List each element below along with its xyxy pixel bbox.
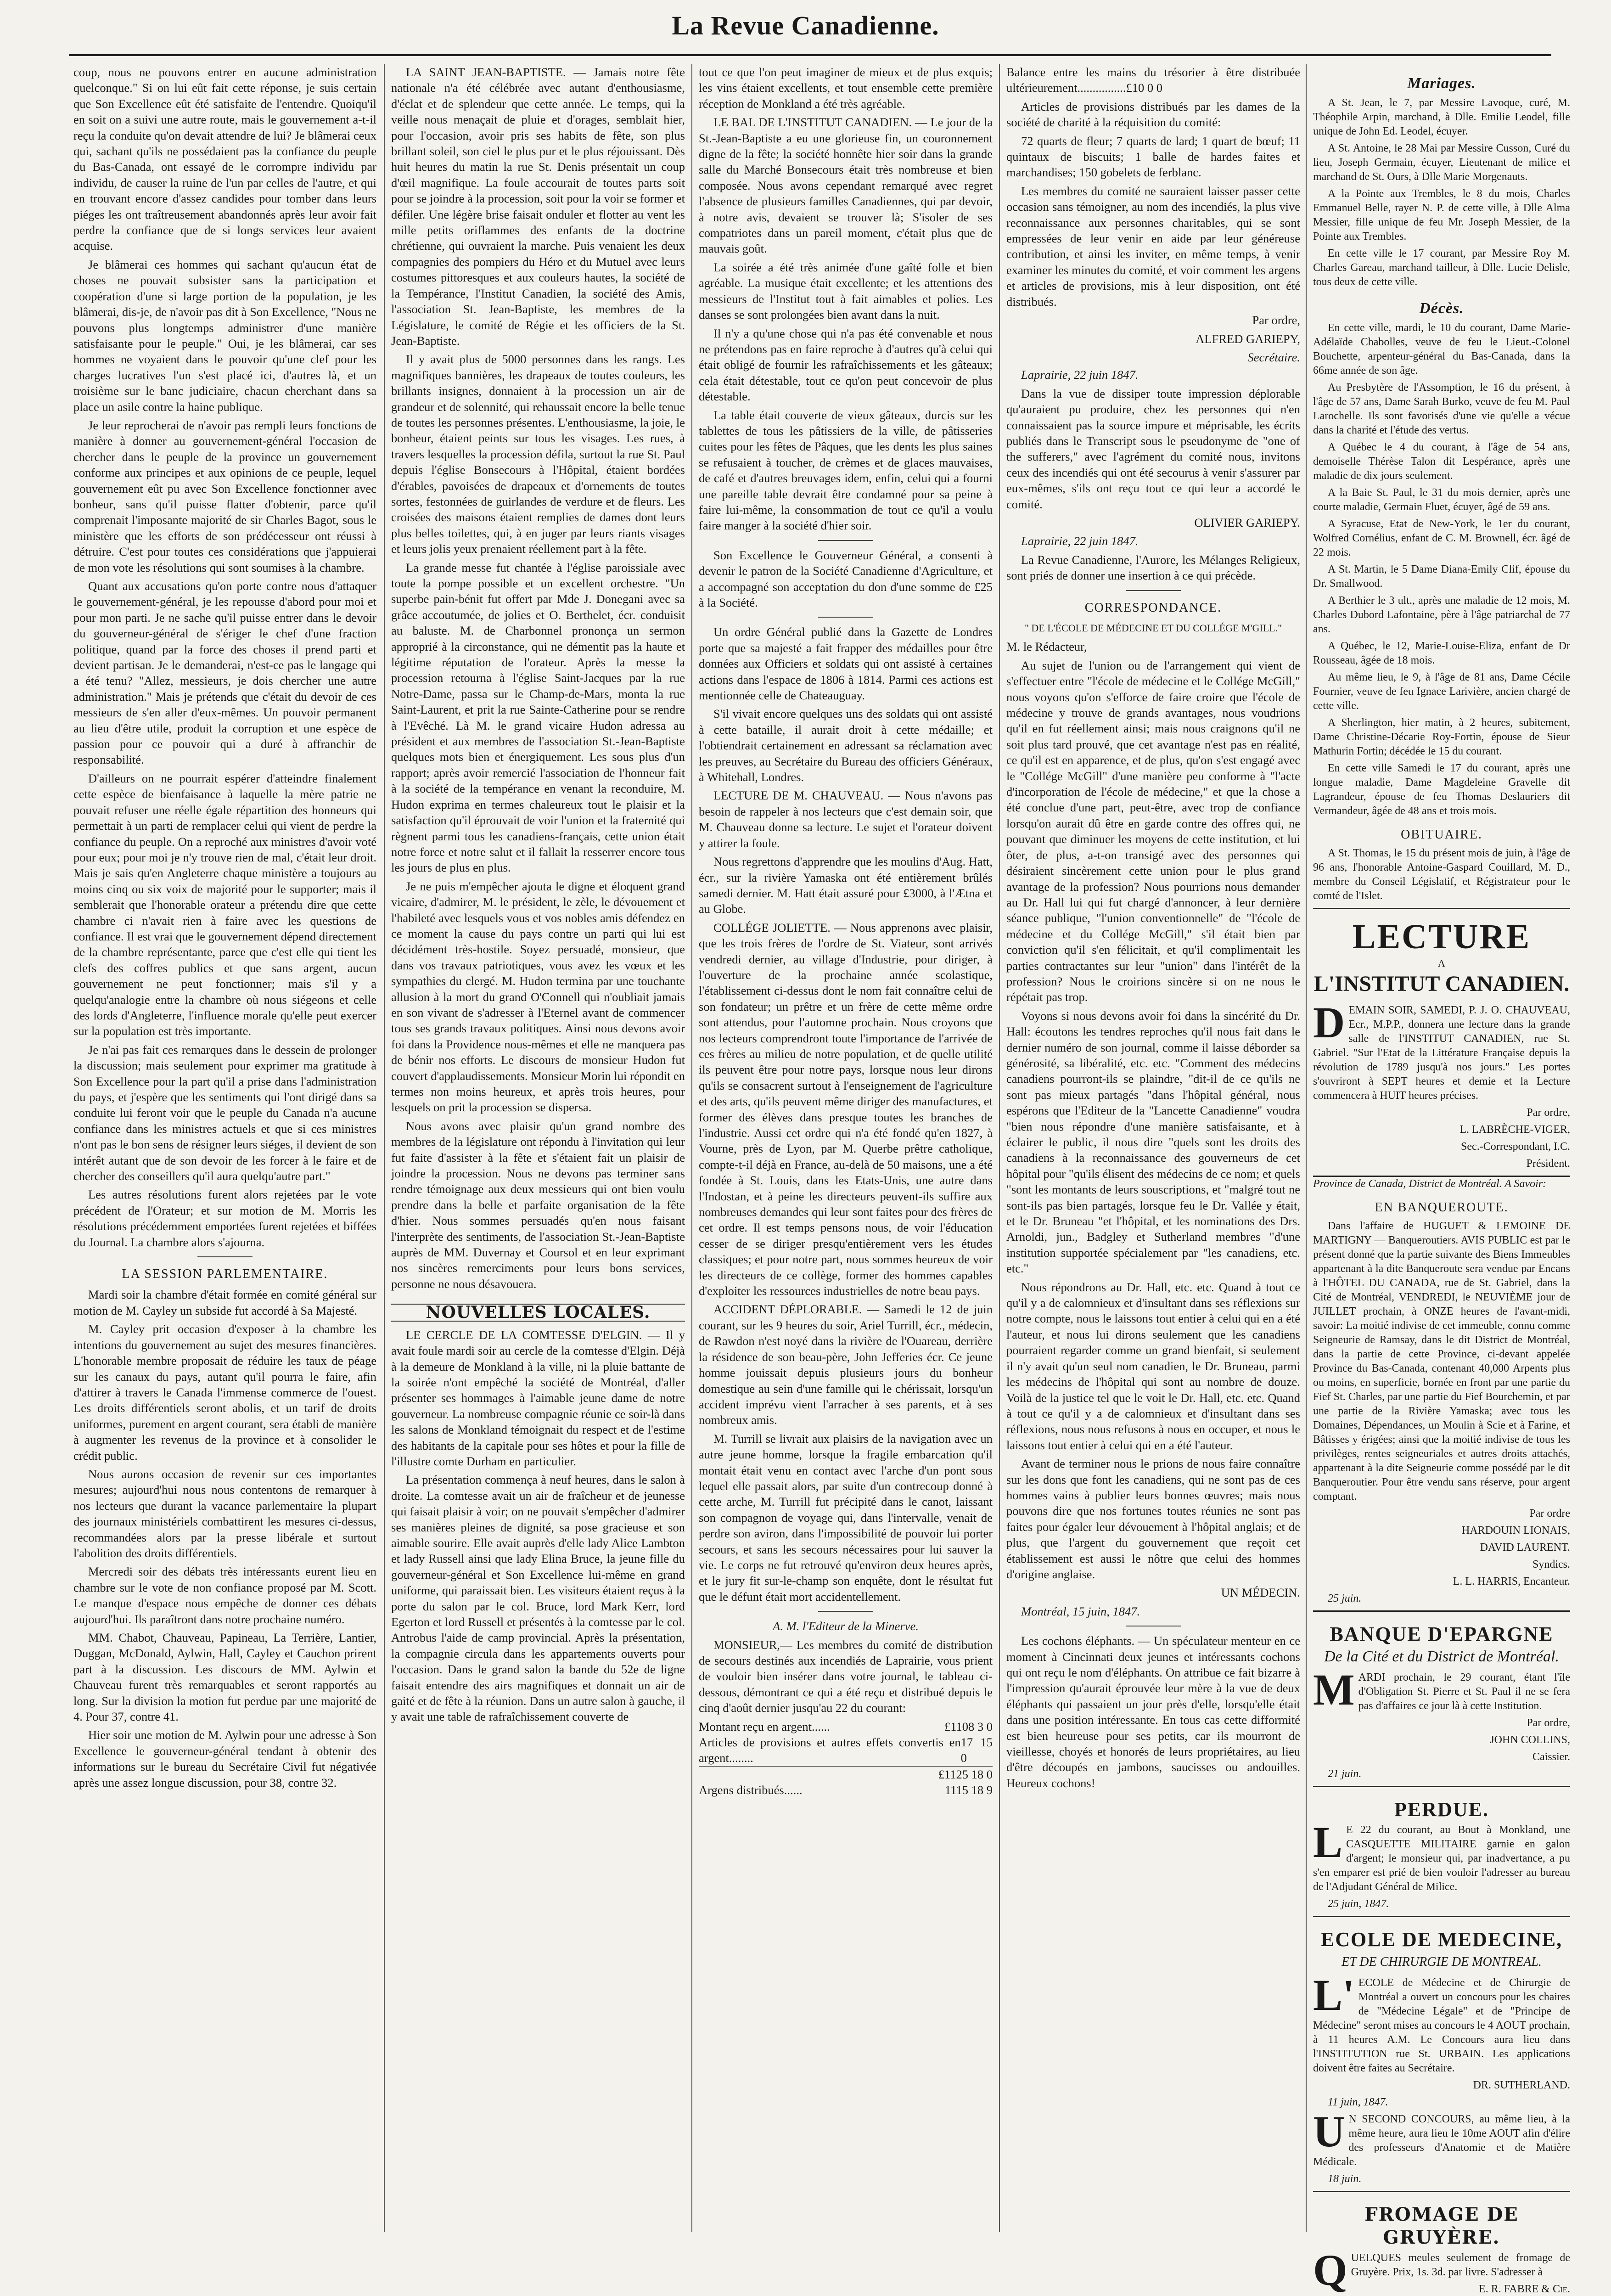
paragraph: Je leur reprocherai de n'avoir pas rempli leurs fonctions de manière à donner au gouvernement-général l'occasion de chercher dans le peuple de la province un gouvernement conforme aux principes et aux opinions de ce peuple, lequel gouvernement eût pu avec Son Excellence fonctionner avec bonheur, sans qu'il puisse flatter d'obtenir, parce qu'il comprenait l'imposante majorité de sir Charles Bagot, sous le ministère que les efforts de son prédécesseur ont réussi à détruire. C'est pour toutes ces considérations que j'appuierai de mon vote les résolutions qui sont soumises à la chambre. (73, 418, 376, 574)
notice: A St. Antoine, le 28 Mai par Messire Cusson, Curé du lieu, Joseph Germain, écuyer, Lieutenant de milice et marchand de St. Ours, à Dlle Marie Morgenauts. (1313, 142, 1570, 183)
signature-line: Par ordre, (1527, 1107, 1570, 1119)
signature-title: Caissier. (1532, 1751, 1570, 1763)
notice: A Québec, le 12, Marie-Louise-Eliza, enfant de Dr Rousseau, âgée de 18 mois. (1313, 640, 1570, 666)
signature-title: L. L. HARRIS, Encanteur. (1453, 1576, 1570, 1587)
newspaper-title: La Revue Canadienne. (672, 11, 939, 40)
dateline: 25 juin. (1328, 1593, 1362, 1604)
notice: A la Pointe aux Trembles, le 8 du mois, Charles Emmanuel Belle, rayer N. P. de cette ville, à Dlle Alma Messier, fille unique de feu Mr. Joseph Messier, de la Pointe aux Trembles. (1313, 188, 1570, 242)
dateline: Laprairie, 22 juin 1847. (1021, 368, 1139, 382)
paragraph: 72 quarts de fleur; 7 quarts de lard; 1 quart de bœuf; 11 quintaux de biscuits; 1 balle de hardes faites et marchandises; 150 gobelets de ferblanc. (1006, 134, 1300, 180)
paragraph: Nous répondrons au Dr. Hall, etc. etc. Quand à tout ce qu'il y a de calomnieux et d'insultant dans ses réflexions sur notre compte, nous le laissons tout entier à celui qui en a été l'auteur, et nous lui dirons seulement que les canadiens pourraient regarder comme un grand bienfait, si seulement il n'y avait qu'un seul nom canadien, le Dr. Bruneau, parmi les médecins de l'hôpital qui sont au nombre de douze. Voilà de la justice tel que le voit le Dr. Hall, etc. etc. Quand à tout ce qu'il y a de calomnieux et d'insultant dans ses réflexions, nous nous refusons à nous en occuper, et nous le laissons tout entier à celui qui en a été l'auteur. (1006, 1280, 1300, 1452)
column-3 (699, 64, 993, 2241)
bankruptcy-text: Dans l'affaire de HUGUET & LEMOINE DE MARTIGNY — Banqueroutiers. AVIS PUBLIC est par le présent donné que la partie suivante des Biens Immeubles appartenant à la dite Banqueroute sera vendue par Encans à l'HÔTEL DU CANADA, rue de St. Gabriel, dans la Cité de Montréal, VENDREDI, le NEUVIÈME jour de JUILLET prochain, à ONZE heures de l'avant-midi, savoir: La moitié indivise de cet immeuble, connu comme Seigneurie de Ramsay, dans le dit District de Montréal, dans la partie de cette Province, ci-devant appelée Province du Bas-Canada, contenant 40,000 Arpents plus ou moins, en superficie, bornée en front par une partie du Fief St. Charles, par une partie du Fief Bourchemin, et par une partie de la Rivière Yamaska; avec tous les Domaines, Dépendances, un Moulin à Scie et à Farine, et Bâtisses y érigées; ainsi que la moitié indivise de tous les privilèges, rentes seigneuriales et autres droits attachés, appartenant à la dite Seigneurie comme possédé par le dit Banqueroutier. Pour être vendu sans réserve, pour argent comptant. (1313, 1220, 1570, 1503)
paragraph: Je ne puis m'empêcher ajouta le digne et éloquent grand vicaire, d'admirer, M. le président, le zèle, le dévouement et l'habileté avec lesquels vous et vos nobles amis défendez en ce moment la cause du pays contre un parti qui lui est décidément très-hostile. Soyez persuadé, monsieur, que dans vos travaux patriotiques, vous avez les vœux et les sympathies du clergé. M. Hudon termina par une touchante allusion à la mort du grand O'Connell qui n'oubliait jamais en son vivant de s'adresser à l'Eternel avant de commencer tous ses grands travaux politiques. Ainsi nous devons avoir foi dans la Providence nous-mêmes et elle ne manquera pas de bénir nos efforts. Le discours de monsieur Hudon fut couvert d'applaudissements. Monsieur Morin lui répondit en termes non moins heureux, et après trois heures, pour lesquels on prit la procession se dispersa. (391, 879, 685, 1114)
letter-heading: A. M. l'Editeur de la Minerve. (773, 1619, 919, 1633)
paragraph: M. Turrill se livrait aux plaisirs de la navigation avec un autre jeune homme, lorsque la fragile embarcation qu'il montait était venu en contact avec l'arche d'un pont sous lequel elle passait alors, par suite d'un contrecoup donné à cette arche, M. Turrill fut précipité dans le canot, laissant son compagnon de voyage qui, dans l'intervalle, venait de perdre son aviron, dans l'impossibilité de pouvoir lui porter secours, et sans les secours nécessaires pour lui sauver la vie. Le corps ne fut retrouvé qu'environ deux heures après, et le jury fit sur-le-champ son enquête, dont le résultat fut que le défunt était mort accidentellement. (699, 1431, 993, 1604)
paragraph: LE BAL DE L'INSTITUT CANADIEN. — Le jour de la St.-Jean-Baptiste a eu une glorieuse fin, un couronnement digne de la fête; la société honnête hier soir dans la grande salle du Marché Bonsecours était très nombreuse et bien composée. Nous avons cependant remarqué avec regret l'absence de plusieurs familles Canadiennes, qui par devoir, à notre avis, devaient se trouver là; S'isoler de ses compatriotes dans un pareil moment, c'était plus que de mauvais goût. (699, 115, 993, 256)
paragraph: Articles de provisions distribués par les dames de la société de charité à la réquisition du comité: (1006, 99, 1300, 129)
account-label: Montant reçu en argent...... (699, 1719, 830, 1733)
signature-name: ALFRED GARIEPY, (1196, 332, 1300, 346)
paragraph: Hier soir une motion de M. Aylwin pour une adresse à Son Excellence le gouverneur-général tendant à obtenir des informations sur le bureau du Secrétaire Civil fut négativée après une assez longue discussion, pour 38, contre 32. (73, 1728, 376, 1790)
contest-ad-text: UN SECOND CONCOURS, au même lieu, à la même heure, aura lieu le 10me AOUT afin d'élire des professeurs d'Anatomie et de Matière Médicale. (1313, 2107, 1570, 2168)
paragraph: Mercredi soir des débats très intéressants eurent lieu en chambre sur le vote de non confiance proposé par M. Scott. Le manque d'espace nous empêche de donner ces débats aujourd'hui. Ils paraîtront dans notre prochaine numéro. (73, 1564, 376, 1626)
paragraph: S'il vivait encore quelques uns des soldats qui ont assisté à cette bataille, il aurait droit à cette médaille; et l'obtiendrait certainement en adressant sa réclamation avec les preuves, au Secrétaire du Bureau des officiers Généraux, à Whitehall, Londres. (699, 707, 993, 784)
paragraph: MONSIEUR,— Les membres du comité de distribution de secours destinés aux incendiés de Laprairie, vous prient de vouloir bien insérer dans votre journal, le tableau ci-dessous, démontrant ce qui a été reçu et distribué depuis le cinq d'août dernier jusqu'au 22 du courant: (699, 1638, 993, 1715)
section-heading-local-news: NOUVELLES LOCALES. (391, 1304, 685, 1321)
signature-name: OLIVIER GARIEPY. (1194, 515, 1300, 529)
paragraph: LE CERCLE DE LA COMTESSE D'ELGIN. — Il y avait foule mardi soir au cercle de la comtesse d'Elgin. Déjà à la demeure de Monkland à la ville, ni la pluie battante de la soirée n'ont empêché la société de Montréal, d'aller présenter ses hommages à l'aimable jeune dame de notre gouverneur. La nombreuse compagnie réunie ce soir-là dans les salons de Monkland témoignait du respect et de l'estime des habitants de la capitale pour ses hôtes et pour la fille de l'illustre comte Durham en particulier. (391, 1328, 685, 1468)
paragraph: M. le Rédacteur, (1006, 640, 1087, 654)
bank-ad-heading: BANQUE D'EPARGNE (1330, 1623, 1554, 1645)
section-rule (818, 617, 873, 618)
column-divider (1306, 64, 1307, 2232)
notice: En cette ville, mardi, le 10 du courant, Dame Marie-Adélaïde Chabolles, veuve de feu le Lieut.-Colonel Bouchette, arpenteur-général du Bas-Canada, dans la 66me année de son âge. (1313, 322, 1570, 377)
account-value: £1108 3 0 (944, 1719, 993, 1733)
account-value: 1115 18 9 (944, 1783, 993, 1797)
paragraph: coup, nous ne pouvons entrer en aucune administration quelconque." Si on lui eût fait cette réponse, je suis certain que Son Excellence eût été satisfaite de l'entendre. Quoiqu'il en soit on a suivi une autre route, mais le gouvernement a-t-il reçu la conduite qu'on devait attendre de lui? Je blâmerai ceux qui, sachant qu'ils ne possédaient pas la confiance du peuple du Bas-Canada, ont essayé de le corrompre individu par individu, de causer la ruine de l'un par celles de l'autre, et qui en trouvant encore d'assez candides pour tomber dans leurs piéges les ont traîtreusement abandonnés après leur avoir fait perdre la confiance que de si longs services leur avaient acquise. (73, 65, 376, 253)
paragraph: Mardi soir la chambre d'était formée en comité général sur motion de M. Cayley un subside fut accordé à Sa Majesté. (73, 1288, 376, 1317)
paragraph: Les autres résolutions furent alors rejetées par le vote précédent de l'Orateur; et sur motion de M. Morris les résolutions précédemment emportées furent rejetées et biffées du Journal. La chambre alors s'ajourna. (73, 1187, 376, 1249)
dateline: Montréal, 15 juin, 1847. (1021, 1604, 1140, 1618)
signature-name: JOHN COLLINS, (1490, 1734, 1570, 1746)
notice: Au Presbytère de l'Assomption, le 16 du présent, à l'âge de 57 ans, Dame Sarah Burko, veuve de feu M. Paul Larochelle. Ils sont favorisés d'une vie qu'elle a vécue dans la charité et l'étude des vertus. (1313, 382, 1570, 436)
signature-title: Secrétaire. (1247, 350, 1300, 364)
paragraph: Dans la vue de dissiper toute impression déplorable qu'auraient pu produire, chez les personnes qui n'en connaissaient pas la source impure et méprisable, les écrits publiés dans le Transcript sous le pseudonyme de "one of the sufferers," avec l'agrément du comité nous, invitons ceux des incendiés qui ont été secourus à venir s'assurer par eux-mêmes, s'ils ont reçu tout ce qui leur a accordé le comité. (1006, 386, 1300, 511)
account-row (699, 1734, 993, 1766)
account-row (699, 1719, 993, 1734)
section-rule (1126, 590, 1181, 591)
paragraph: MM. Chabot, Chauveau, Papineau, La Terrière, Lantier, Duggan, McDonald, Aylwin, Hall, Cayley et Cauchon prirent part à la discussion. Les discours de MM. Aylwin et Chauveau furent très remarquables et seront rapportés au long. Sur la division la motion fut perdue par une majorité de 4. Pour 37, contre 41. (73, 1631, 376, 1724)
paragraph: ACCIDENT DÉPLORABLE. — Samedi le 12 de juin courant, sur les 9 heures du soir, Ariel Turrill, écr., médecin, de Rawdon n'est noyé dans la rivière de l'Ouareau, derrière la résidence de son beau-père, John Jefferies écr. Ce jeune homme jouissait depuis plusieurs jours du bonheur domestique au sein d'une famille qui le chérissait, lorsqu'un accident imprévu vient l'arracher à ses parents, et à ses nombreux amis. (699, 1302, 993, 1427)
signature-name: DR. SUTHERLAND. (1473, 2079, 1570, 2091)
paragraph: M. Cayley prit occasion d'exposer à la chambre les intentions du gouvernement au sujet des mesures financières. L'honorable membre proposait de réduire les taux de péage sur les canaux du pays, autant qu'il pourra le faire, afin d'attirer à travers le Canada l'immense commerce de l'ouest. Les droits différentiels seront abolis, et un tarif de droits uniformes, purement en argent courant, sera établi de manière à augmenter les revenus de la province et à consolider le crédit public. (73, 1322, 376, 1463)
paragraph: Au sujet de l'union ou de l'arrangement qui vient de s'effectuer entre "l'école de médecine et le Collége McGill," nous voyons qu'on s'efforce de faire croire que l'école de médecine y trouve de grands avantages, nous voudrions qu'il en fut réellement ainsi; mais nous craignons qu'il ne soit plus tard prouvé, que cet avantage n'est pas en réalité, ce qu'il est en apparence, et de plus, qu'on s'est engagé avec le "Collége McGill" d'une manière peu conforme à "l'acte d'incorporation de l'école de médecine," et que la chose a été conclue d'une part, peut-être, avec trop de confiance lorsqu'on aurait dû être en garde contre des offres qui, ne pouvant que diminuer les moyens de cette institution, et lui ôter, de plus, a-t-on transigé avec des personnes qui désiraient sincèrement cette union pour le plus grand avantage de la profession? Nous pourrions nous demander au Dr. Hall lui qui fut chargé d'annoncer, à leur dernière séance publique, "l'union conventionnelle" de "l'école de médecine et du Collége McGill," s'il était bien par conviction qu'il s'en félicitait, et qu'il complimentait les parties contractantes sur leur "union" dans l'intérêt de la profession? Nous le croirions sincère si on ne nous le répétait pas trop. (1006, 658, 1300, 1004)
paragraph: Quant aux accusations qu'on porte contre nous d'attaquer le gouvernement-général, je les repousse d'abord pour moi et pour mon parti. Je ne sache qu'il puisse entrer dans le devoir du gouverneur-général de s'ériger le chef d'une fraction politique, quand par la force des choses il prend parti et devient partisan. Je le demanderai, n'est-ce pas le langage qui a été tenu? "Allez, messieurs, je dois chercher une autre administration." Mais je prétends que c'était du devoir de ces messieurs de s'en aller d'eux-mêmes. Un pouvoir permanent au lieu d'être utile, produit la corruption et une espèce de passion pour ce pouvoir qui a duré à affranchir de responsabilité. (73, 579, 376, 767)
notice: A Syracuse, Etat de New-York, le 1er du courant, Wolfred Cornélius, enfant de C. M. Brownell, écr. âgé de 22 mois. (1313, 518, 1570, 558)
paragraph: Son Excellence le Gouverneur Général, a consenti à devenir le patron de la Société Canadienne d'Agriculture, et a accompagné son acceptation du don d'une somme de £25 à la Société. (699, 548, 993, 609)
section-rule (818, 1611, 873, 1612)
dateline: 18 juin. (1328, 2173, 1362, 2185)
ad-rule (1313, 1786, 1570, 1787)
paragraph: La présentation commença à neuf heures, dans le salon à droite. La comtesse avait un air de fraîcheur et de jeunesse qui faisait plaisir à voir; on ne pouvait s'empêcher d'admirer ses manières pleines de dignité, sa pose gracieuse et son aimable sourire. Elle avait auprès d'elle lady Alice Lambton et lady Russell ainsi que lady Elina Bruce, la jeune fille du gouverneur-général et Son Excellence lui-même en grand uniforme, qui paraissait bien. Les visiteurs étaient reçus à la porte du salon par le col. Bruce, lord Mark Kerr, lord Egerton et lord Russell et présentés à la comtesse par le col. Antrobus l'aide de camp provincial. Après la présentation, la compagnie circula dans les appartements ouverts pour l'occasion. Dans le grand salon la bande du 52e de ligne faisait entendre des airs magnifiques et donnait un air de gaité et de fête à la réunion. Dans un autre salon à gauche, il y avait une table de rafraîchissement couverte de (391, 1473, 685, 1724)
signature-line: Par ordre, (1527, 1717, 1570, 1729)
paragraph: tout ce que l'on peut imaginer de mieux et de plus exquis; les vins étaient excellents, et tout ensemble cette première réception de Monkland a été très agréable. (699, 65, 993, 111)
signature-title: Président. (1526, 1158, 1570, 1170)
notice: Au même lieu, le 9, à l'âge de 81 ans, Dame Cécile Fournier, veuve de feu Ignace Larivière, ancien chargé de cette ville. (1313, 671, 1570, 712)
bankruptcy-district: Province de Canada, District de Montréal. A Savoir: (1313, 1178, 1547, 1190)
lecture-ad-title: LECTURE (1352, 917, 1531, 956)
section-heading-correspondence: CORRESPONDANCE. (1084, 600, 1222, 615)
notice: A Québec le 4 du courant, à l'âge de 54 ans, demoiselle Thérèse Talon dit Lespérance, après une maladie de dix jours seulement. (1313, 441, 1570, 482)
notice: A la Baie St. Paul, le 31 du mois dernier, après une courte maladie, Germain Fluet, écuyer, âgé de 59 ans. (1313, 487, 1570, 513)
lost-ad-text: LE 22 du courant, au Bout à Monkland, une CASQUETTE MILITAIRE garnie en galon d'argent; le monsieur qui, par inadvertance, a pu s'en emparer est prié de bien vouloir l'adresser au bureau de l'Adjudant Général de Milice. (1313, 1818, 1570, 1893)
dateline: 11 juin, 1847. (1328, 2096, 1388, 2108)
paragraph: Voyons si nous devons avoir foi dans la sincérité du Dr. Hall: écoutons les tendres reproches qu'il nous fait dans le dernier numéro de son journal, comme il laisse déborder sa générosité, sa libéralité, etc. etc. "Comment des médecins canadiens pourront-ils se plaindre, "dit-il de ce qu'ils ne sont pas mieux partagés "dans l'hôpital général, nous espérons que l'Editeur de la "Lancette Canadienne" voudra "bien nous répondre d'une manière satisfaisante, et à éclairer le public, il nous dire "quels sont les droits des canadiens à la reconnaissance des gouverneurs de cet hôpital pour "qu'ils élisent des médecins de ce nom; et quels "sont les montants de leurs souscriptions, et "malgré tout ne sont-ils pas bien partagés, lorsque feu le Dr. Vallée y était, et le Dr. Bruneau "et l'hôpital, et les nominations des Drs. Arnoldi, jun., Badgley et Sutherland membres "d'une institution supportée spécialement par "les canadiens, etc. etc." (1006, 1008, 1300, 1276)
masthead (0, 0, 1611, 64)
paragraph: Nous avons avec plaisir qu'un grand nombre des membres de la législature ont répondu à l'invitation qui leur fut faite d'assister à la fête et s'étaient fait un plaisir de joindre la procession. Nous ne devons pas terminer sans rendre témoignage aux deux messieurs qui ont bien voulu prendre dans la belle et parfaite organisation de la fête d'hier. Nous sommes persuadés qu'en nous faisant l'interprète des sentiments, de l'association St.-Jean-Baptiste auprès de MM. Duvernay et Coursol et en leur exprimant nos sincères remerciments pour leurs bons services, personne ne nous désavouera. (391, 1119, 685, 1291)
section-heading-deces: Décès. (1419, 300, 1464, 317)
school-ad-subtitle: ET DE CHIRURGIE DE MONTREAL. (1342, 1955, 1542, 1969)
lecture-ad-a: A (1438, 957, 1445, 969)
paragraph: Il y avait plus de 5000 personnes dans les rangs. Les magnifiques bannières, les drapeaux de toutes couleurs, les brillants insignes, donnaient à la procession un air de grandeur et de solennité, qui rehaussait encore la belle tenue de toutes les personnes présentes. L'enthousiasme, la joie, le bonheur, étaient peints sur tous les visages. Les rues, à travers lesquelles la procession défila, surtout la rue St. Paul depuis l'église Bonsecours à l'Hôpital, étaient bordées d'érables, pavoisées de drapeaux et d'ornements de toutes sortes, festonnées de guirlandes de verdure et de fleurs. Les croisées des maisons étaient remplies de dames dont leurs plus belles toilettes, qui, à en juger par leurs riants visages et leurs jolis yeux prenaient réellement part à la fête. (391, 352, 685, 556)
paragraph: COLLÉGE JOLIETTE. — Nous apprenons avec plaisir, que les trois frères de l'ordre de St. Viateur, sont arrivés vendredi dernier, au village d'Industrie, pour diriger, à l'ouverture de la prochaine année scolastique, l'établissement ci-dessus dont le nom fait connaître celui de son fondateur; un prêtre et un frère de cette même ordre sont attendus, pour l'automne prochain. Nous croyons que nos lecteurs comprendront toute l'importance de l'arrivée de ces frères au milieu de notre population, et de quelle utilité ils peuvent être pour notre pays, lorsque nous leur dirons qu'ils se consacrent surtout à l'enseignement de l'agriculture et des arts, qu'ils peuvent même diriger des manufactures, et former des élèves dans presque toutes les branches de l'industrie. Aussi cet ordre qui n'a été fondé qu'en 1827, à Vourne, près de Lyon, par M. Querbe prêtre catholique, compte-t-il déjà en France, au-delà de 50 maisons, une a été fondée à St. Louis, dans les Etats-Unis, une autre dans l'Indostan, et à peine les directeurs peuvent-ils suffire aux nombreuses demandes qui leur sont faites pour des frères de cet ordre. Il est temps pensons nous, de voir l'éducation cesser de se diriger presqu'entièrement vers les études classiques; et pour notre part, nous sommes heureux de voir les directeurs de ce collège, former des hommes capables d'exploiter les ressources industrielles de notre beau pays. (699, 920, 993, 1298)
paragraph: Nous regrettons d'apprendre que les moulins d'Aug. Hatt, écr., sur la rivière Yamaska ont été entièrement brûlés samedi dernier. M. Hatt était assuré pour £3000, à l'Ætna et au Globe. (699, 855, 993, 916)
paragraph: D'ailleurs on ne pourrait espérer d'atteindre finalement cette espèce de bienfaisance à laquelle la mère patrie ne pouvait refuser une réelle égale répartition des honneurs qui permettait à un parti de remplacer celui qui vient de perdre la confiance du peuple. On a reproché aux ministres d'avoir voté pour eux; pour moi je n'y trouve rien de mal, c'était leur droit. Mais je sais qu'en Angleterre chaque ministère a toujours au moins cinq ou six voix de majorité pour le supporter; mais il semblerait que l'honorable orateur a prétendu dire que cette chambre ci n'avait rien à faire avec les questions de confiance. Il est vrai que le gouvernement dépend directement de la chambre représentante, parce que c'est elle qui tient les clefs des coffres publics et que sans argent, aucun gouvernement ne peut fonctionner; mais s'il y a quelqu'analogie entre la chambre où nous siégeons et celle des lords d'Angleterre, l'influence morale qu'elle peut exercer sur la population est très importante. (73, 771, 377, 1038)
column-divider (999, 64, 1000, 2232)
column-4 (1006, 64, 1300, 2241)
signature-line: Par ordre (1529, 1508, 1570, 1519)
account-value: 17 15 0 (960, 1735, 993, 1765)
notice: A St. Thomas, le 15 du présent mois de juin, à l'âge de 96 ans, l'honorable Antoine-Gaspard Couillard, M. D., membre du Conseil Législatif, et Régistrateur pour le comté de l'Islet. (1313, 847, 1570, 902)
bank-ad-subtitle: De la Cité et du District de Montréal. (1324, 1648, 1559, 1665)
account-value: £1125 18 0 (938, 1767, 993, 1781)
signature-name: DAVID LAURENT. (1480, 1542, 1570, 1553)
paragraph: Nous aurons occasion de revenir sur ces importantes mesures; aujourd'hui nous nous contentons de remarquer à nos lecteurs que durant la vacance parlementaire la plupart des journaux ministériels combattirent les mesures ci-dessus, recommandées alors par la presse libérale et surtout l'abolition des droits différentiels. (73, 1467, 376, 1560)
notice: A St. Martin, le 5 Dame Diana-Emily Clif, épouse du Dr. Smallwood. (1313, 563, 1570, 590)
paragraph: Les membres du comité ne sauraient laisser passer cette occasion sans témoigner, au nom des incendiés, la plus vive reconnaissance aux personnes charitables, qui se sont empressées de leur venir en aide par leur généreuse contribution, et ainsi les inviter, en même temps, à venir examiner les minutes du comité, et voir comment les argens et articles de provisions, mis à leur disposition, ont été distribués. (1006, 184, 1300, 309)
column-divider (384, 64, 385, 2232)
bank-ad-text: MARDI prochain, le 29 courant, étant l'île d'Obligation St. Pierre et St. Paul il ne se fera pas d'affaires ce jour là à cette Institution. (1313, 1665, 1570, 1714)
signature-name: L. LABRÈCHE-VIGER, (1459, 1124, 1570, 1136)
signature-title: Sec.-Correspondant, I.C. (1461, 1141, 1570, 1153)
paragraph: Les cochons éléphants. — Un spéculateur menteur en ce moment à Cincinnati deux jeunes et intéressants cochons qui ont reçu le nom d'éléphants. On attribue ce fait bizarre à l'impression qu'aurait éprouvée leur mère à la vue de deux éléphants qui passaient un jour près d'elle, lorsqu'elle était dans une position intéressante. En tous cas cette difformité est bien heureuse pour ses petits, car ils mourront de vieillesse, choyés et honorés de leurs propriétaires, au lieu d'être découpés en jambons, saucisses ou andouilles. Heureux cochons! (1006, 1634, 1300, 1790)
account-row (699, 1782, 993, 1798)
bankruptcy-heading: EN BANQUEROUTE. (1375, 1200, 1509, 1215)
column-2 (391, 64, 685, 2241)
lecture-ad-text: DEMAIN SOIR, SAMEDI, P. J. O. CHAUVEAU, Ecr., M.P.P., donnera une lecture dans la grande salle de l'INSTITUT CANADIEN, rue St. Gabriel. "Sur l'Etat de la Littérature Française depuis la révolution de 1789 jusqu'à nos jours." Les portes s'ouvriront à SEPT heures et demie et la Lecture commencera à HUIT heures précises. (1313, 998, 1570, 1102)
ad-rule (1313, 908, 1570, 909)
section-heading-mariages: Mariages. (1407, 75, 1476, 92)
signature-name: E. R. FABRE & Cie. (1479, 2283, 1570, 2295)
signature-line: Par ordre, (1252, 313, 1300, 327)
paragraph: Il n'y a qu'une chose qui n'a pas été convenable et nous ne prétendons pas en faire reproche à d'autres qu'à celui qui était obligé de fournir les rafraîchissements et les gâteaux; cela était détestable, tout ce qu'on peut concevoir de plus détestable. (699, 326, 993, 404)
masthead-rule (69, 54, 1551, 56)
paragraph: La grande messe fut chantée à l'église paroissiale avec toute la pompe possible et un excellent orchestre. "Un superbe pain-bénit fut offert par Mde J. Donegani avec sa grâce accoutumée, de jolies et O. Berthelet, écr. conduisit au baluste. M. de Charbonnel prononça un sermon approprié à la circonstance, qui ne démentit pas la haute et légitime réputation de l'orateur. Après la messe la procession retourna à l'église Saint-Jacques par la rue Notre-Dame, passa sur le Champ-de-Mars, monta la rue Saint-Laurent, et prit la rue Sainte-Catherine pour se rendre à l'Evêché. Là M. le grand vicaire Hudon adressa au président et aux membres de l'association St.-Jean-Baptiste quelques mots bien et énergiquement. Les sous plus d'un rapport; après avoir remercié l'association de l'honneur fait à la société de la tempérance en venant la reconduire, M. Hudon exprima en termes chaleureux tout le plaisir et la satisfaction qu'il éprouvait de voir l'union et la fraternité qui règnent parmi tous les canadiens-français, cette union était notre force et notre salut et il fallait la resserrer encore tous les jours de plus en plus. (391, 560, 685, 875)
notice: En cette ville le 17 courant, par Messire Roy M. Charles Gareau, marchand tailleur, à Dlle. Lucie Delisle, tous deux de cette ville. (1313, 248, 1570, 288)
signature-name: HARDOUIN LIONAIS, (1462, 1525, 1570, 1536)
notice: A Sherlington, hier matin, à 2 heures, subitement, Dame Christine-Décarie Roy-Fortin, épouse de Sieur Mathurin Fortin; décédée le 15 du courant. (1313, 717, 1570, 757)
cheese-ad-text: QUELQUES meules seulement de fromage de Gruyère. Prix, 1s. 3d. par livre. S'adresser à (1313, 2245, 1570, 2295)
paragraph: La Revue Canadienne, l'Aurore, les Mélanges Religieux, sont priés de donner une insertion à ce qui précède. (1006, 552, 1300, 583)
section-rule (818, 540, 873, 541)
school-ad-heading: ECOLE DE MEDECINE, (1320, 1928, 1563, 1951)
ad-rule (1313, 1610, 1570, 1612)
account-row (699, 1766, 993, 1782)
paragraph: Je blâmerai ces hommes qui sachant qu'aucun état de choses ne pouvait subsister sans la participation et coopération d'une si large portion de la population, je les blâmerai, dis-je, de n'avoir pas dit à Son Excellence, "Nous ne pouvons plus longtemps administrer d'une manière satisfaisante pour le peuple." Oui, je les blâmerai, car ses hommes ne voyaient dans le pouvoir qu'une clef pour les charges lucratives l'un s'est placé ici, d'autres là, et un troisième sur le banc judiciaire, chacun cherchant dans sa place un asile contre la haine publique. (73, 257, 376, 414)
paragraph: Balance entre les mains du trésorier à être distribuée ultérieurement................£10 0 0 (1006, 65, 1300, 95)
section-heading-session: LA SESSION PARLEMENTAIRE. (122, 1267, 328, 1282)
school-ad-text: L'ECOLE de Médecine et de Chirurgie de Montréal a ouvert un concours pour les chaires de "Médecine Légale" et de "Principe de Médecine" seront mises au concours le 4 AOUT prochain, à 11 heures A.M. Le Concours aura lieu dans l'INSTITUTION rue St. URBAIN. Les applications doivent être faites au Secrétaire. (1313, 1970, 1570, 2074)
paragraph: LA SAINT JEAN-BAPTISTE. — Jamais notre fête nationale n'a été célébrée avec autant d'enthousiasme, d'éclat et de splendeur que cette année. Le temps, qui la veille nous menaçait de pluie et d'orages, semblait hier, pour l'occasion, avoir pris ses habits de fête, son plus brillant soleil, son ciel le plus pur et le plus réjouissant. Dès huit heures du matin la rue St. Denis présentait un coup d'œil magnifique. La foule accourait de toutes parts soit pour se joindre à la procession, soit pour la voir se former et défiler. Une légère brise faisait onduler et flotter au vent les mille petits oriflammes des enfants de la doctrine chrétienne, qui ouvraient la marche. Puis venaient les deux compagnies des pompiers du Héro et du Mutuel avec leurs costumes pittoresques et aux couleurs hautes, la société de la Tempérance, l'Institut Canadien, la société des Amis, l'association St. Jean-Baptiste, les membres de la Législature, le comité de Régie et les officiers de la St. Jean-Baptiste. (391, 65, 685, 348)
ad-rule (1313, 2191, 1570, 2192)
paragraph: La soirée a été très animée d'une gaîté folle et bien agréable. La musique était excellente; et les attentions des messieurs de l'Institut tout à fait aimables et polies. Les danses se sont prolongées bien avant dans la nuit. (699, 260, 993, 322)
lecture-ad-subtitle: L'INSTITUT CANADIEN. (1313, 972, 1570, 996)
paragraph: Avant de terminer nous le prions de nous faire connaître sur les dons que font les canadiens, qui ne sont pas de ces hommes vains à publier leurs bonnes œuvres; mais nous pouvons dire que nos fortunes toutes réunies ne sont pas faites pour égaler leur dévouement à l'hôpital anglais; et de plus, que l'argent du gouvernement que reçoit cet établissement est aussi le nôtre que celui des hommes d'origine anglaise. (1006, 1457, 1300, 1581)
account-label: Articles de provisions et autres effets convertis en argent........ (699, 1735, 961, 1765)
paragraph: LECTURE DE M. CHAUVEAU. — Nous n'avons pas besoin de rappeler à nos lecteurs que c'est demain soir, que M. Chauveau donne sa lecture. Le sujet et l'orateur doivent y attirer la foule. (699, 788, 993, 850)
notice: A Berthier le 3 ult., après une maladie de 12 mois, M. Charles Dubord Lafontaine, père à l'âge patriarchal de 77 ans. (1313, 595, 1570, 635)
dateline: 25 juin, 1847. (1328, 1898, 1389, 1910)
section-rule (197, 1256, 253, 1257)
signature-title: Syndics. (1532, 1559, 1570, 1570)
signature-name: UN MÉDECIN. (1221, 1586, 1300, 1600)
lost-ad-heading: PERDUE. (1394, 1798, 1489, 1821)
column-divider (691, 64, 692, 2232)
ad-rule (1313, 1916, 1570, 1917)
column-5 (1313, 64, 1570, 2295)
paragraph: Je n'ai pas fait ces remarques dans le dessein de prolonger la discussion; mais seulement pour exprimer ma gratitude à Son Excellence pour la part qu'il a prise dans l'administration du pays, et j'espère que les sentiments qui l'ont dirigé dans sa conduite lui feront voir que le peuple du Canada n'a aucune confiance dans les ministres actuels et que si ces ministres n'ont pas le bon sens de résigner leurs siéges, il devient de son intérêt autant que de son devoir de les forcer à le faire et de chercher des conseillers qu'il aura quelqu'autre part." (73, 1042, 376, 1183)
account-label: Argens distribués...... (699, 1783, 803, 1797)
section-heading-obituary: OBITUAIRE. (1401, 827, 1482, 842)
correspondence-subtitle: " DE L'ÉCOLE DE MÉDECINE ET DU COLLÉGE M'GILL." (1024, 622, 1282, 634)
cheese-ad-heading: FROMAGE DE GRUYÈRE. (1364, 2204, 1519, 2248)
notice: A St. Jean, le 7, par Messire Lavoque, curé, M. Théophile Arpin, marchand, à Dlle. Emilie Leodel, fille unique de John Ed. Leodel, écuyer. (1313, 97, 1570, 137)
notice: En cette ville Samedi le 17 du courant, après une longue maladie, Dame Magdeleine Gravelle dit Lagrandeur, épouse de feu Thomas Deslauriers dit Vermandeur, âgée de 48 ans et trois mois. (1313, 762, 1570, 817)
column-1 (73, 64, 376, 2241)
paragraph: Un ordre Général publié dans la Gazette de Londres porte que sa majesté a fait frapper des médailles pour être données aux Officiers et soldats qui ont assisté à certaines actions dans l'espace de 1806 à 1814. Parmi ces actions est mentionnée celle de Chateauguay. (699, 625, 993, 703)
dateline: 21 juin. (1328, 1768, 1362, 1780)
paragraph: La table était couverte de vieux gâteaux, durcis sur les tablettes de tous les pâtissiers de la ville, de pâtisseries cuites pour les fêtes de Pâques, que les dents les plus saines se refusaient à toucher, de crèmes et de glaces mauvaises, de café et d'autres breuvages idem, enfin, celui qui a fourni une pareille table devrait être condamné pour sa peine à faire lui-même, la consommation de tout ce qu'il a voulu faire manger à la société d'hier soir. (699, 408, 993, 533)
dateline: Laprairie, 22 juin 1847. (1021, 534, 1139, 548)
